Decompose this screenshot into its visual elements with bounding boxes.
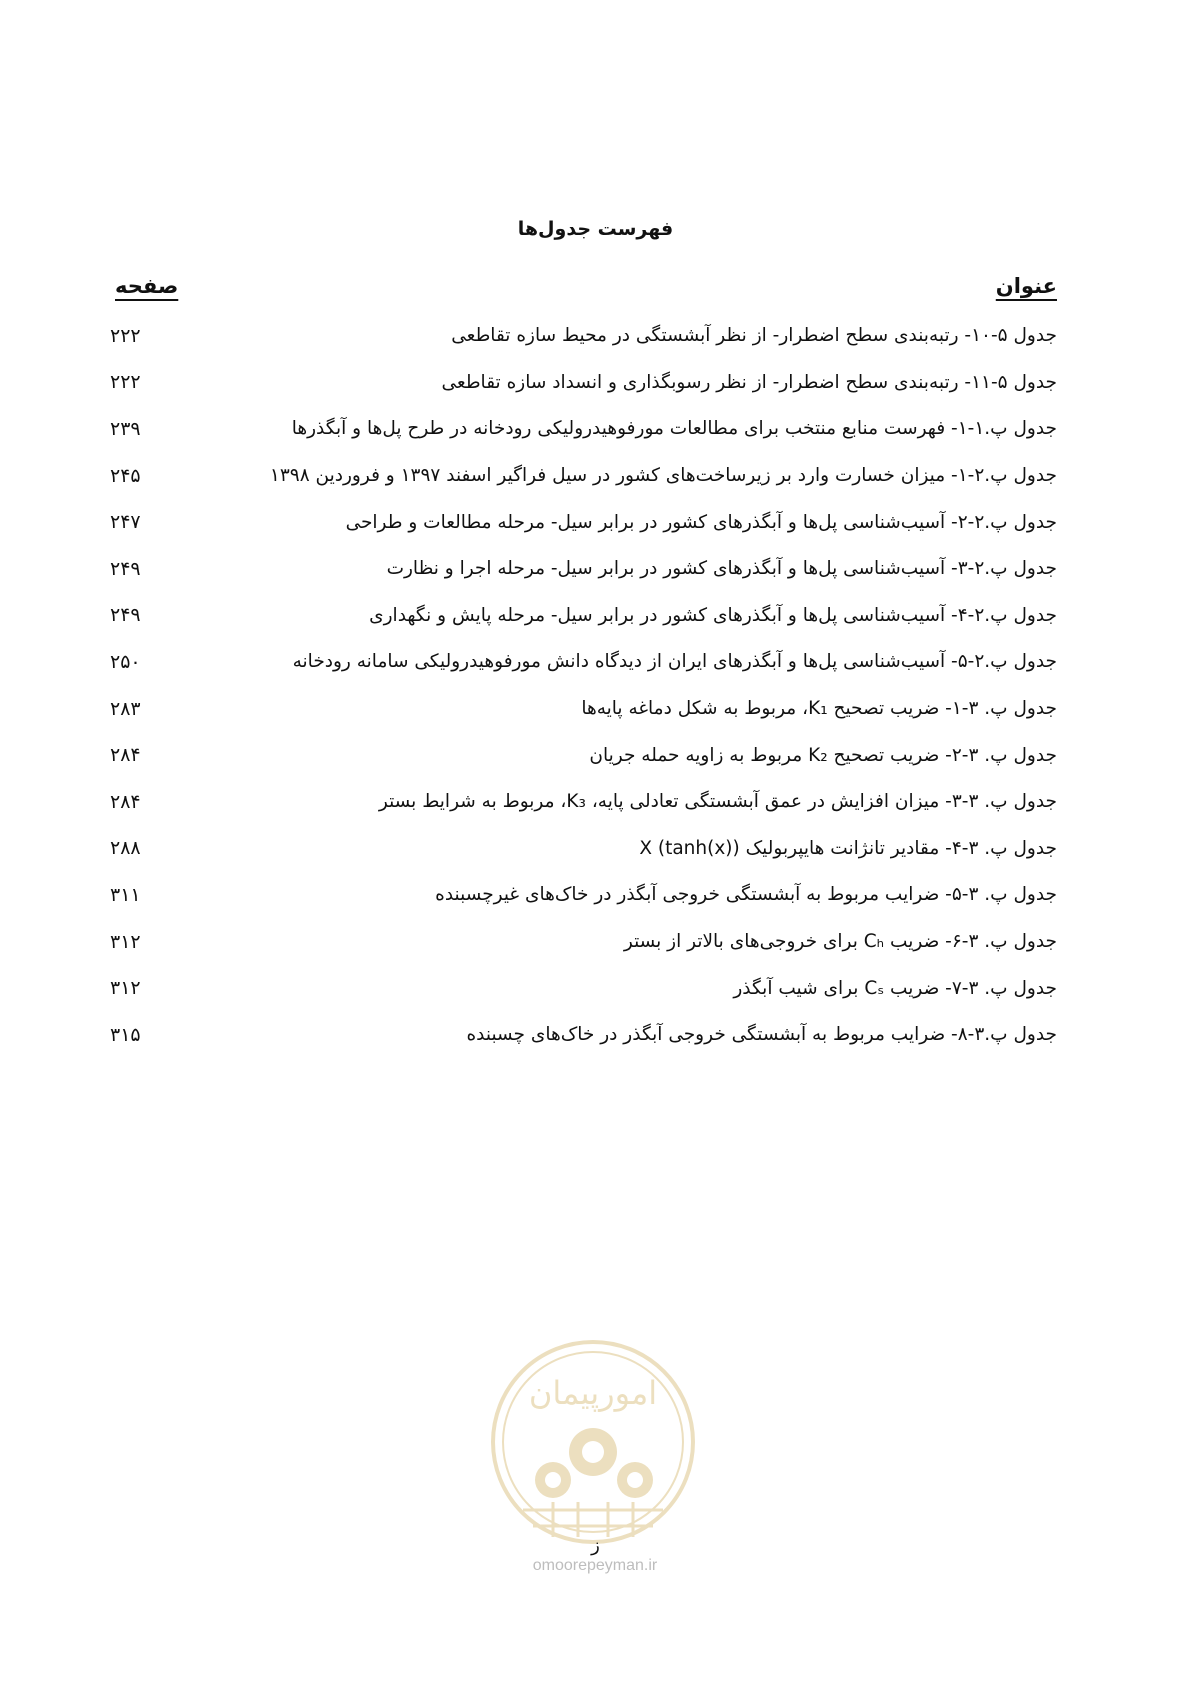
toc-entry-title: جدول پ.۲-۲- آسیب‌شناسی پل‌ها و آبگذرهای کشور در برابر سیل- مرحله مطالعات و طراحی [345, 511, 1057, 533]
toc-entry-title: جدول پ.۲-۱- میزان خسارت وارد بر زیرساخت‌های کشور در سیل فراگیر اسفند ۱۳۹۷ و فروردین ۱۳۹۸ [269, 464, 1057, 486]
toc-entry[interactable] [110, 639, 1057, 686]
toc-entry-title: جدول پ.۲-۳- آسیب‌شناسی پل‌ها و آبگذرهای کشور در برابر سیل- مرحله اجرا و نظارت [386, 558, 1057, 580]
toc-entry-title: جدول پ.۲-۴- آسیب‌شناسی پل‌ها و آبگذرهای کشور در برابر سیل- مرحله پایش و نگهداری [369, 604, 1057, 626]
toc-entry-title: جدول پ. ۳-۲- ضریب تصحیح K₂ مربوط به زاویه حمله جریان [589, 744, 1057, 766]
toc-entry-title: جدول پ.۳-۸- ضرایب مربوط به آبشستگی خروجی آبگذر در خاک‌های چسبنده [466, 1024, 1057, 1046]
toc-entry[interactable] [110, 406, 1057, 453]
toc-entry[interactable] [110, 1012, 1057, 1059]
page-title: فهرست جدول‌ها [517, 218, 674, 240]
toc-entry-page: ۲۲۲ [110, 324, 141, 347]
toc-entry[interactable] [110, 499, 1057, 546]
toc-entry-page: ۲۵۰ [110, 651, 141, 674]
toc-entry[interactable] [110, 779, 1057, 826]
watermark-text: امورپیمان [528, 1374, 658, 1412]
toc-entry-page: ۲۴۵ [110, 464, 141, 487]
toc-entry-page: ۲۲۲ [110, 371, 141, 394]
page-number: ز [591, 1535, 600, 1556]
toc-entry-title: جدول پ. ۳-۴- مقادیر تانژانت هایپربولیک X (tanh(x)) [639, 837, 1057, 859]
toc-entry[interactable] [110, 313, 1057, 360]
toc-entry-page: ۲۴۷ [110, 511, 141, 534]
toc-entry-page: ۲۴۹ [110, 557, 141, 580]
toc-entry-title: جدول پ. ۳-۱- ضریب تصحیح K₁، مربوط به شکل دماغه پایه‌ها [581, 697, 1057, 719]
toc-entry-page: ۳۱۲ [110, 977, 141, 1000]
column-header-title: عنوان [995, 274, 1057, 298]
toc-entry-page: ۲۳۹ [110, 418, 141, 441]
toc-entry-title: جدول پ. ۳-۵- ضرایب مربوط به آبشستگی خروجی آبگذر در خاک‌های غیرچسبنده [435, 884, 1057, 906]
toc-entry-page: ۳۱۲ [110, 930, 141, 953]
toc-entry-page: ۲۸۸ [110, 837, 141, 860]
toc-entry[interactable] [110, 919, 1057, 966]
toc-entry[interactable] [110, 686, 1057, 733]
toc-entry-title: جدول پ. ۳-۷- ضریب Cₛ برای شیب آبگذر [733, 977, 1057, 999]
column-header-page: صفحه [115, 274, 179, 298]
toc-entry-page: ۲۸۴ [110, 744, 141, 767]
toc-entry[interactable] [110, 453, 1057, 500]
toc-entry-page: ۲۸۴ [110, 790, 141, 813]
toc-entry-title: جدول ۵-۱۰- رتبه‌بندی سطح اضطرار- از نظر آبشستگی در محیط سازه تقاطعی [451, 325, 1057, 347]
toc-entry[interactable] [110, 826, 1057, 873]
toc-entry[interactable] [110, 965, 1057, 1012]
toc-entry[interactable] [110, 732, 1057, 779]
toc-entry[interactable] [110, 872, 1057, 919]
toc-entry-page: ۳۱۵ [110, 1023, 141, 1046]
toc-entry-title: جدول ۵-۱۱- رتبه‌بندی سطح اضطرار- از نظر رسوبگذاری و انسداد سازه تقاطعی [441, 371, 1057, 393]
toc-entry-title: جدول پ. ۳-۳- میزان افزایش در عمق آبشستگی تعادلی پایه، K₃، مربوط به شرایط بستر [378, 791, 1057, 813]
toc-entry-page: ۳۱۱ [110, 884, 141, 907]
toc-entry-title: جدول پ.۱-۱- فهرست منابع منتخب برای مطالعات مورفوهیدرولیکی رودخانه در طرح پل‌ها و آبگذرها [291, 418, 1057, 440]
table-of-tables [110, 313, 1057, 1059]
watermark-url: omoorepeyman.ir [532, 1557, 658, 1574]
toc-entry-page: ۲۸۳ [110, 697, 141, 720]
toc-entry[interactable] [110, 360, 1057, 407]
toc-entry-title: جدول پ.۲-۵- آسیب‌شناسی پل‌ها و آبگذرهای ایران از دیدگاه دانش مورفوهیدرولیکی سامانه رودخانه [292, 651, 1057, 673]
toc-entry[interactable] [110, 546, 1057, 593]
toc-entry[interactable] [110, 593, 1057, 640]
toc-entry-page: ۲۴۹ [110, 604, 141, 627]
toc-entry-title: جدول پ. ۳-۶- ضریب Cₕ برای خروجی‌های بالاتر از بستر [623, 930, 1057, 952]
